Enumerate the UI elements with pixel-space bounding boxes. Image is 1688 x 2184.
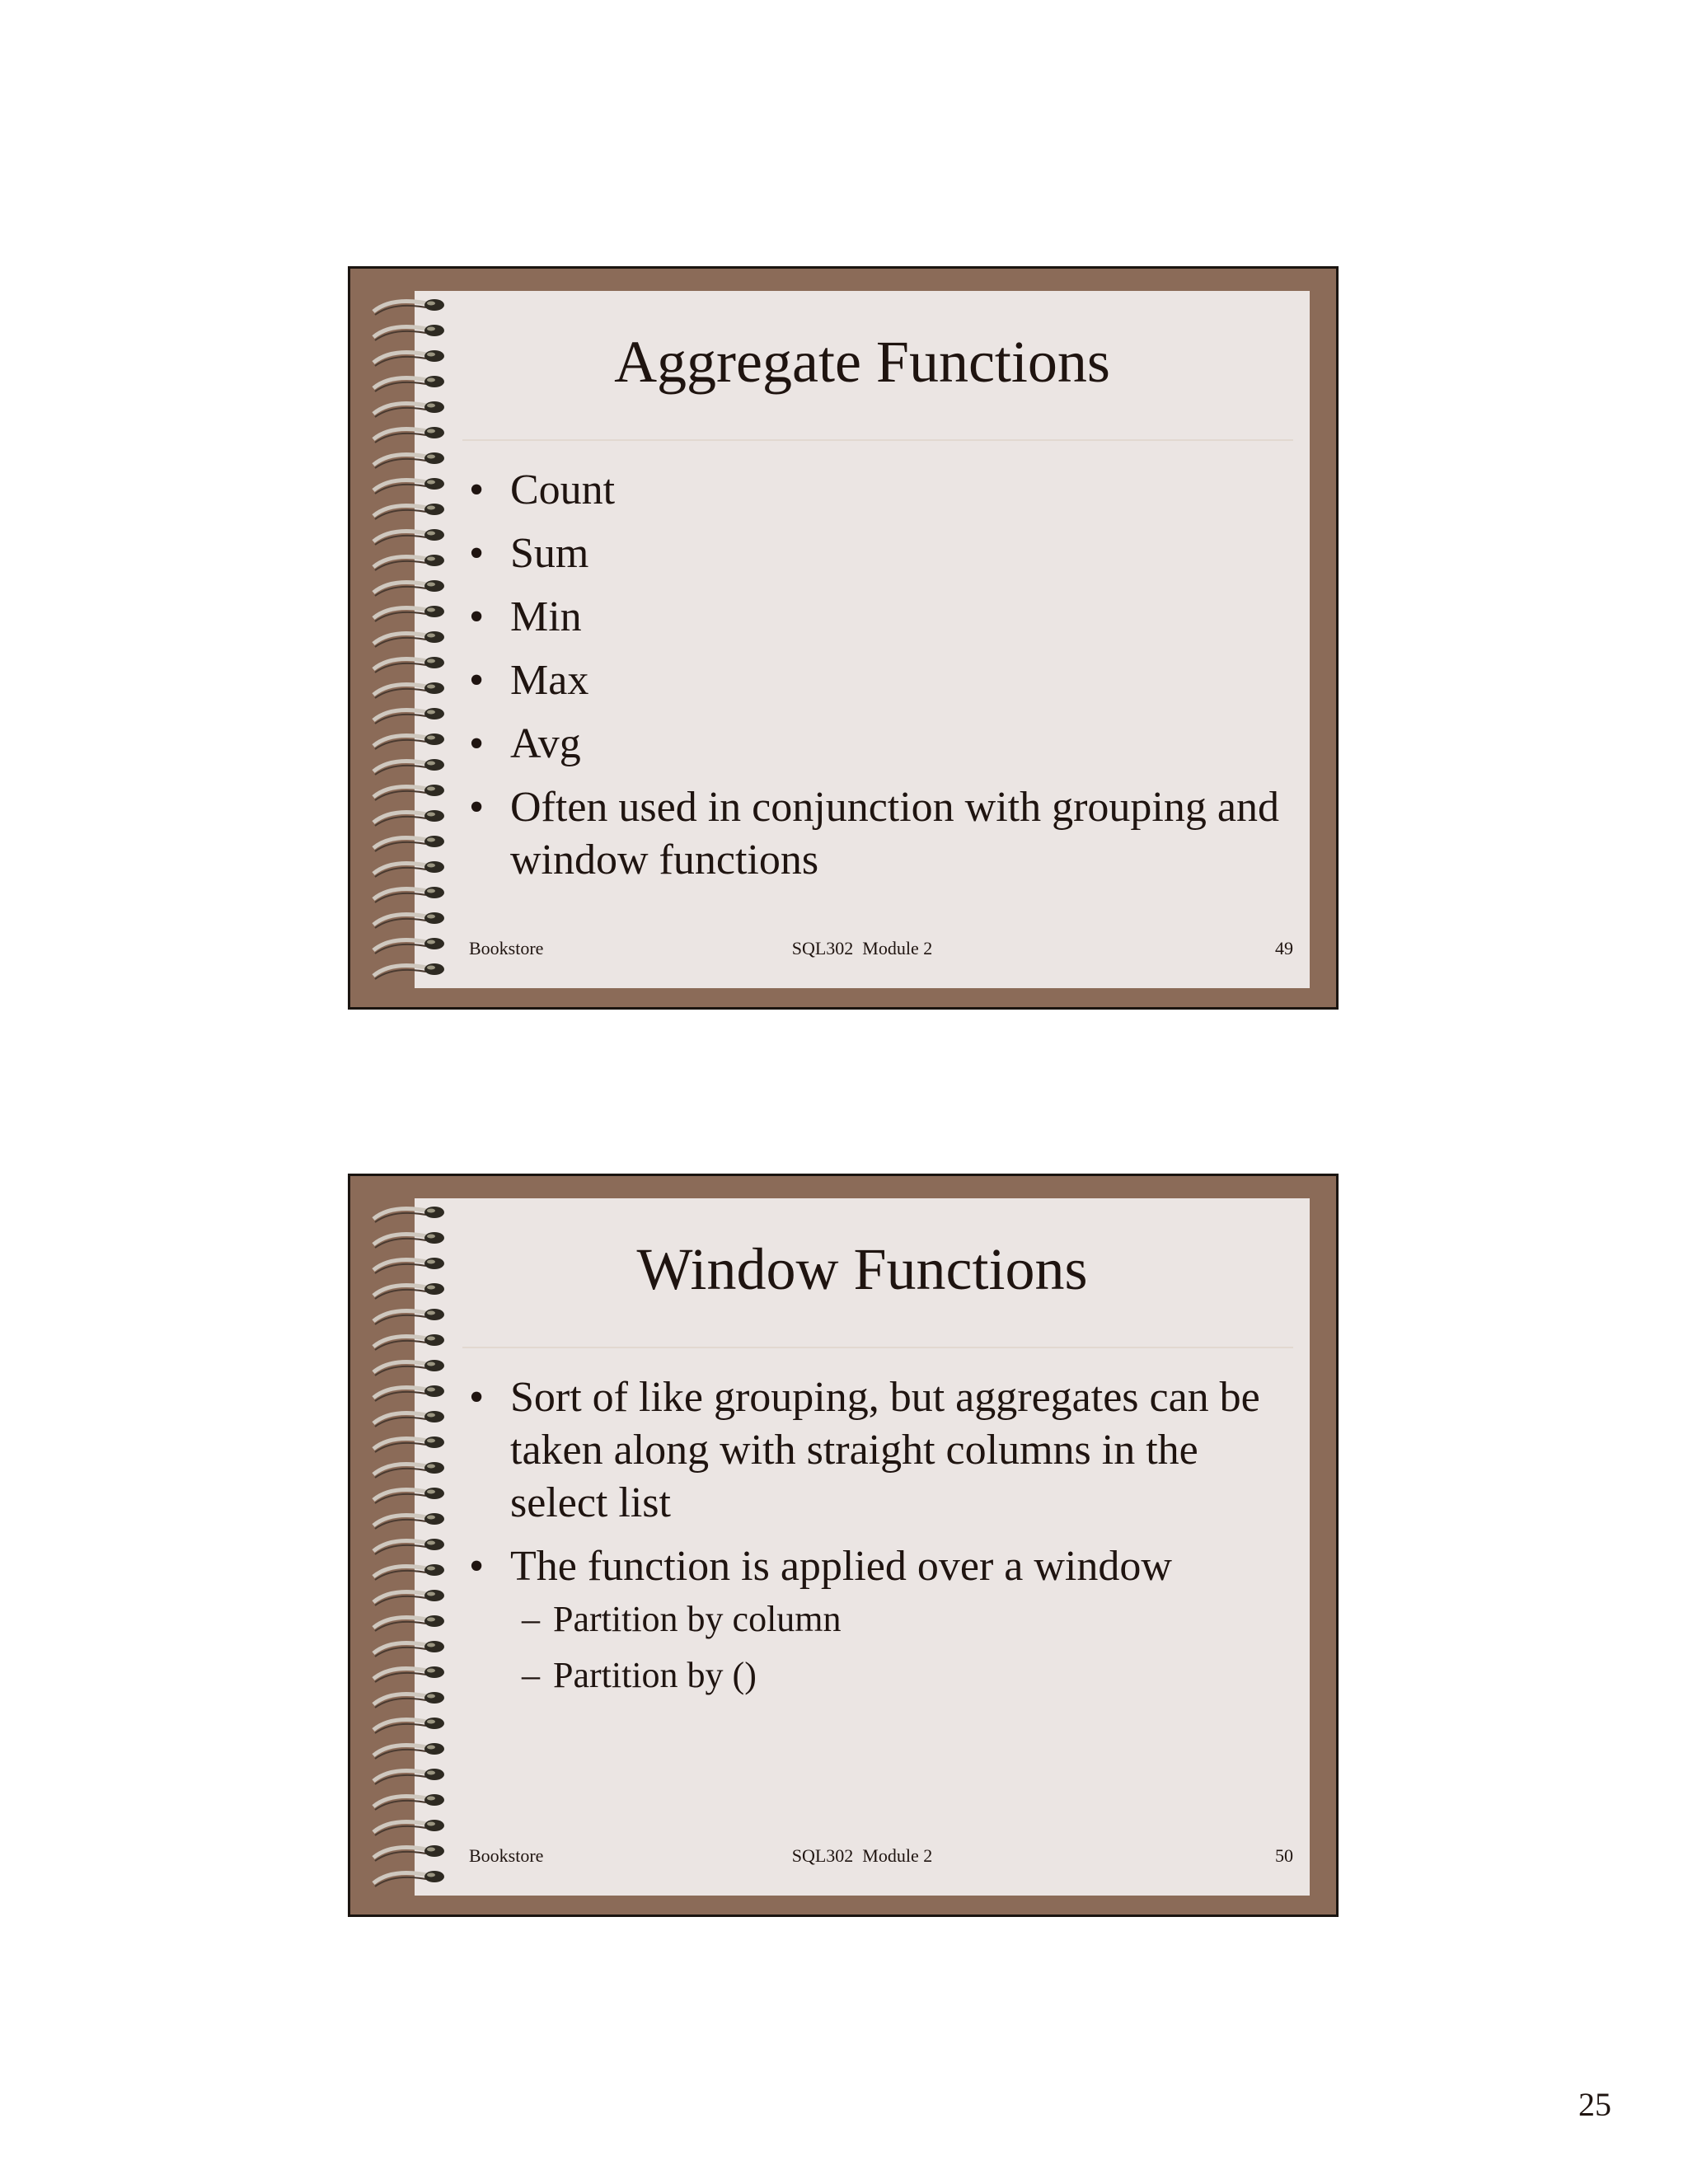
bullet-item: • Avg xyxy=(469,718,1285,771)
slide-title: Aggregate Functions xyxy=(614,329,1110,395)
bullet-item: • Count xyxy=(469,464,1285,517)
sub-bullet-list xyxy=(510,1596,1285,1699)
slide-card xyxy=(415,291,1310,988)
footer-center: SQL302 Module 2 xyxy=(791,1845,933,1866)
sub-bullet-item: – Partition by column xyxy=(510,1596,1285,1643)
title-divider xyxy=(462,1347,1293,1348)
spiral-binding-icon xyxy=(359,1202,449,1895)
title-divider xyxy=(462,439,1293,441)
sub-bullet-item: – Partition by () xyxy=(510,1652,1285,1699)
footer-left: Bookstore xyxy=(469,938,544,958)
page-number: 25 xyxy=(1578,2086,1611,2123)
slide-title: Window Functions xyxy=(636,1236,1088,1302)
bullet-list xyxy=(469,464,1285,898)
bullet-item: • Max xyxy=(469,654,1285,707)
slide-window-functions xyxy=(348,1174,1339,1917)
bullet-item xyxy=(469,1540,1285,1699)
bullet-item: • Sort of like grouping, but aggregates can be taken along with straight columns in the select list xyxy=(469,1371,1285,1530)
slide-number: 50 xyxy=(1275,1845,1293,1866)
bullet-item: • Min xyxy=(469,591,1285,644)
spiral-binding-icon xyxy=(359,295,449,987)
bullet-item: • Often used in conjunction with grouping and window functions xyxy=(469,781,1285,887)
slide-number: 49 xyxy=(1275,938,1293,958)
slide-card xyxy=(415,1198,1310,1896)
bullet-text: The function is applied over a window xyxy=(510,1543,1172,1590)
footer-center: SQL302 Module 2 xyxy=(791,938,933,958)
bullet-item: • Sum xyxy=(469,527,1285,580)
footer-left: Bookstore xyxy=(469,1845,544,1866)
bullet-list xyxy=(469,1371,1285,1709)
slide-aggregate-functions xyxy=(348,266,1339,1010)
